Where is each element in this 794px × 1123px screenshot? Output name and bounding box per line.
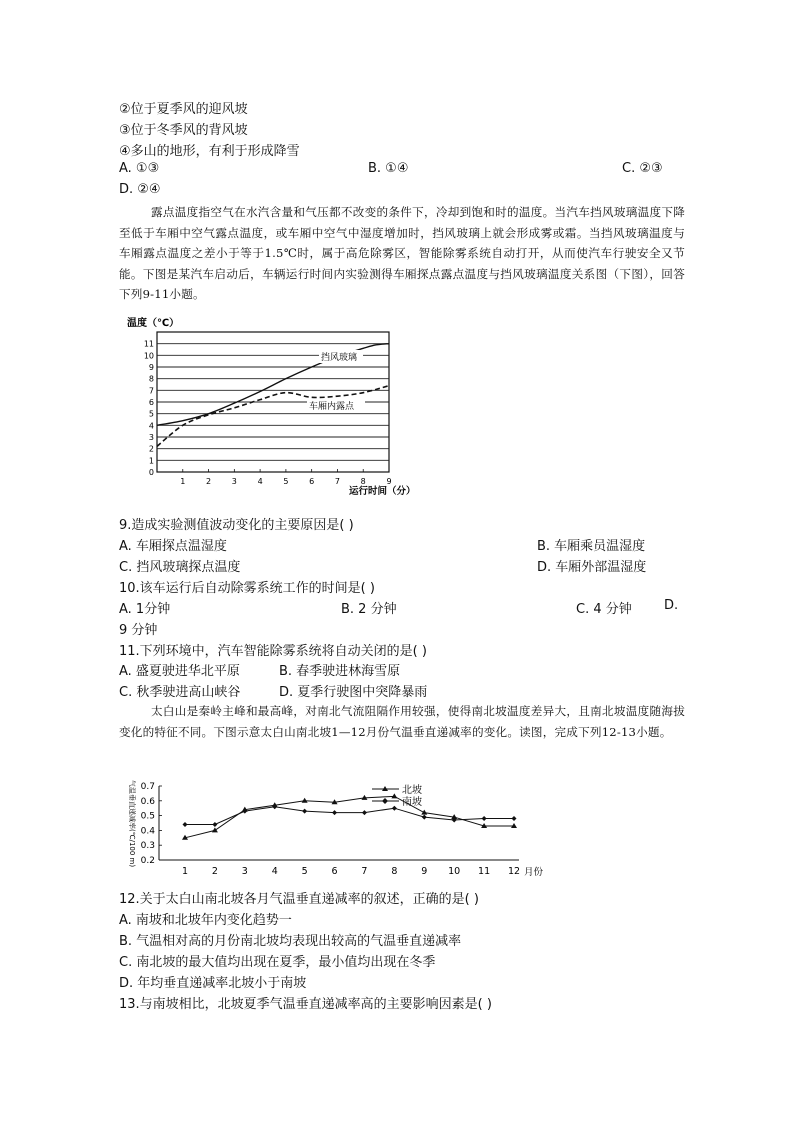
south-slope-point: [422, 815, 427, 820]
q9-stem: 9.造成实验测值波动变化的主要原因是( ): [119, 518, 354, 533]
q11-stem: 11.下列环境中，汽车智能除雾系统将自动关闭的是( ): [119, 644, 427, 659]
chart1-ytick: 5: [148, 409, 154, 419]
q10-option-a: A. 1分钟: [119, 602, 171, 617]
chart1-ytick: 6: [148, 398, 154, 407]
chart1-ytick: 0: [148, 468, 154, 477]
chart-lapse-rate: [119, 778, 559, 883]
q9-option-c: C. 挡风玻璃探点温度: [119, 560, 241, 575]
q10-stem: 10.该车运行后自动除雾系统工作的时间是( ): [119, 581, 375, 596]
chart2-xtick: 7: [361, 866, 368, 877]
chart1-xtick: 7: [334, 477, 340, 486]
chart2-xtick: 6: [331, 866, 338, 877]
chart2-xtick: 10: [448, 866, 461, 877]
q12-option-d: D. 年均垂直递减率北坡小于南坡: [119, 976, 307, 991]
chart2-ytick: 0.7: [140, 782, 155, 792]
chart2-xtick: 1: [181, 866, 189, 877]
south-slope-point: [332, 810, 337, 815]
passage-dew-point: 露点温度指空气在水汽含量和气压都不改变的条件下，冷却到饱和时的温度。当汽车挡风玻璃温度下降至低于车厢中空气露点温度，或车厢中空气中湿度增加时，挡风玻璃上就会形成雾或霜。当挡风玻璃温度与车厢露点温度之差小于等于1.5℃时，属于高危除雾区，智能除雾系统自动打开，从而使汽车行驶安全又节能。下图是某汽车启动后，车辆运行时间内实验测得车厢探点露点温度与挡风玻璃温度关系图（下图），回答下列9-11小题。: [119, 205, 685, 302]
south-slope-line: [185, 807, 514, 825]
north-slope-point: [302, 798, 308, 803]
q10-option-d-letter: D.: [664, 598, 679, 613]
chart2-xtick: 2: [211, 866, 218, 877]
chart1-xtick: 2: [206, 477, 212, 486]
chart1-ytick: 11: [143, 339, 154, 349]
chart2-ytick: 0.3: [140, 841, 155, 852]
q10-option-b: B. 2 分钟: [341, 602, 397, 617]
passage-taibai: 太白山是秦岭主峰和最高峰，对南北气流阻隔作用较强，使得南北坡温度差异大，且南北坡温度随海拔变化的特征不同。下图示意太白山南北坡1—12月份气温垂直递减率的变化。读图，完成下列12-13小题。: [119, 704, 685, 739]
q9-option-a: A. 车厢探点温湿度: [119, 539, 227, 554]
chart1-xlabel: 运行时间（分）: [349, 486, 416, 497]
chart2-xtick: 4: [271, 866, 278, 877]
south-slope-point: [302, 809, 307, 814]
chart1-xtick: 4: [257, 477, 263, 486]
chart1-xtick: 5: [283, 477, 289, 486]
q11-option-d: D. 夏季行驶图中突降暴雨: [279, 685, 428, 700]
chart1-ytick: 7: [148, 386, 154, 396]
south-slope-point: [392, 806, 397, 811]
q8-choice-a: A. ①③: [119, 161, 160, 176]
south-slope-point: [362, 810, 367, 815]
chart2-ytick: 0.4: [140, 826, 155, 837]
chart1-ytick: 2: [148, 444, 154, 454]
north-slope-point: [212, 827, 218, 832]
chart2-ytick: 0.2: [140, 856, 155, 866]
label-glass: 挡风玻璃: [321, 353, 358, 363]
q8-option-4: ④多山的地形，有利于形成降雪: [119, 144, 300, 159]
chart1-xtick: 3: [231, 477, 237, 486]
south-slope-point: [212, 822, 217, 827]
chart1-ytick: 3: [148, 433, 154, 442]
chart2-xtick: 8: [391, 866, 398, 877]
q12-stem: 12.关于太白山南北坡各月气温垂直递减率的叙述，正确的是( ): [119, 892, 479, 907]
q9-option-d: D. 车厢外部温湿度: [537, 560, 647, 575]
q10-option-d-text: 9 分钟: [119, 623, 158, 638]
legend-south: 南坡: [402, 797, 422, 808]
south-slope-point: [183, 822, 188, 827]
legend-north: 北坡: [402, 785, 422, 796]
chart2-ylabel: 气温垂直递减率(℃/100 m): [128, 780, 136, 868]
q11-option-b: B. 春季驶进林海雪原: [279, 664, 401, 679]
chart1-ytick: 10: [143, 351, 154, 361]
chart1-xtick: 8: [360, 477, 366, 486]
chart1-xtick: 9: [386, 477, 392, 486]
chart-dew-point: [119, 312, 419, 502]
chart2-xtick: 9: [421, 866, 428, 877]
chart2-legend: [372, 783, 422, 808]
q12-option-c: C. 南北坡的最大值均出现在夏季，最小值均出现在冬季: [119, 955, 436, 970]
q8-choice-d: D. ②④: [119, 182, 161, 197]
north-slope-point: [391, 793, 397, 798]
q8-choice-b: B. ①④: [368, 161, 409, 176]
chart2-ytick: 0.6: [140, 796, 155, 807]
label-dew-point: 车厢内露点: [309, 402, 355, 412]
chart2-xunit: 月份: [524, 867, 544, 878]
q8-choice-c: C. ②③: [622, 161, 663, 176]
chart2-xtick: 11: [478, 866, 491, 877]
chart1-ytick: 9: [148, 363, 154, 372]
chart1-xtick: 1: [180, 477, 186, 486]
chart1-ytick: 4: [148, 421, 154, 431]
q12-option-b: B. 气温相对高的月份南北坡均表现出较高的气温垂直递减率: [119, 934, 462, 949]
chart1-ylabel: 温度（℃）: [127, 318, 180, 329]
south-slope-point: [482, 816, 487, 821]
chart1-xtick: 6: [309, 477, 315, 486]
chart2-xtick: 3: [241, 866, 248, 877]
chart2-ytick: 0.5: [140, 811, 155, 822]
south-slope-point: [512, 816, 517, 821]
north-slope-point: [421, 810, 427, 815]
q9-option-b: B. 车厢乘员温湿度: [537, 539, 646, 554]
q8-option-3: ③位于冬季风的背风坡: [119, 123, 248, 138]
chart1-ytick: 1: [148, 456, 154, 466]
north-slope-line: [185, 796, 514, 837]
q8-option-2: ②位于夏季风的迎风坡: [119, 102, 248, 117]
q10-option-c: C. 4 分钟: [576, 602, 632, 617]
q13-stem: 13.与南坡相比，北坡夏季气温垂直递减率高的主要影响因素是( ): [119, 997, 492, 1012]
q11-option-c: C. 秋季驶进高山峡谷: [119, 685, 241, 700]
chart1-ytick: 8: [148, 374, 154, 384]
chart2-xtick: 12: [507, 866, 521, 877]
chart2-xtick: 5: [301, 866, 308, 877]
q12-option-a: A. 南坡和北坡年内变化趋势一: [119, 913, 292, 928]
q11-option-a: A. 盛夏驶进华北平原: [119, 664, 240, 679]
